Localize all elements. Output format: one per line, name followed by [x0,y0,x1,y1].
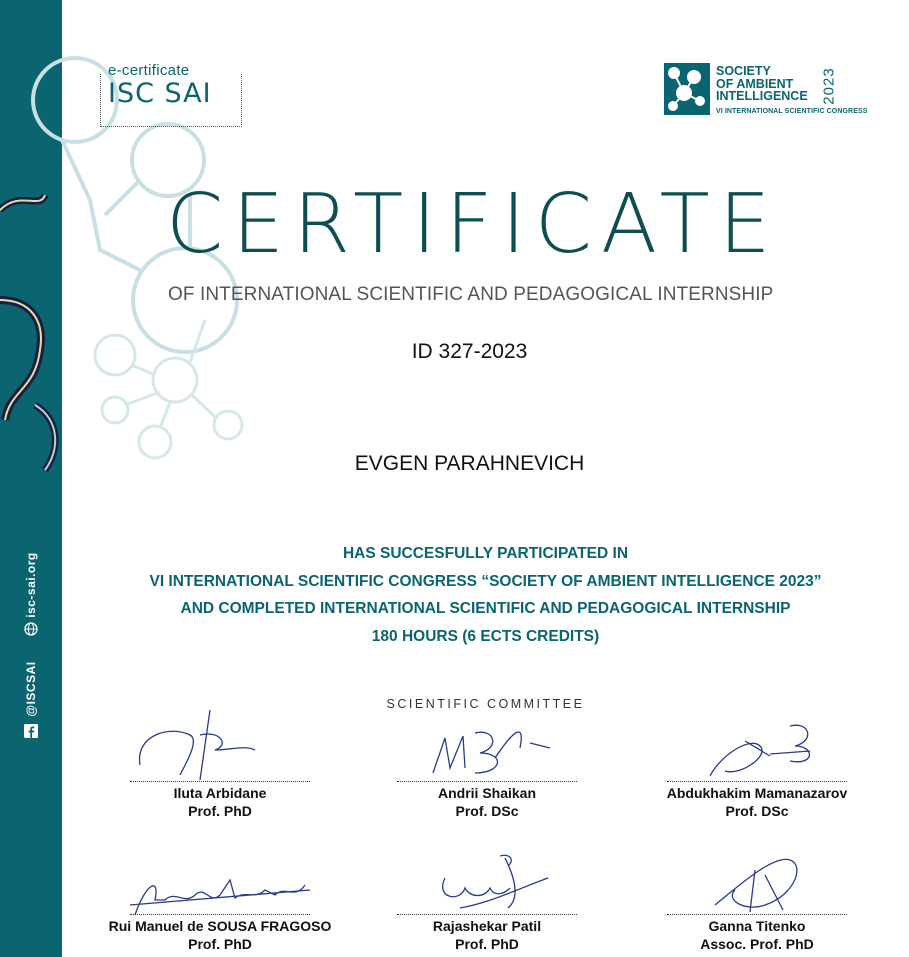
signature-line [130,781,310,782]
member-title: Prof. DSc [455,803,519,819]
committee-member-5 [377,914,597,953]
globe-icon [24,622,38,636]
body-line-1: HAS SUCCESFULLY PARTICIPATED IN [342,545,629,562]
ecertificate-label: e-certificate [108,62,190,79]
member-name: Andrii Shaikan [437,785,537,801]
website-text[interactable]: isc-sai.org [24,552,38,618]
logo-line-3: INTELLIGENCE [716,89,808,103]
recipient-name: EVGEN PARAHNEVICH [354,452,585,475]
logo-year: 2023 [820,67,838,105]
member-name: Abdukhakim Mamanazarov [666,785,848,801]
body-line-2: VI INTERNATIONAL SCIENTIFIC CONGRESS “SOCIETY OF AMBIENT INTELLIGENCE 2023” [149,572,822,590]
member-name: Ganna Titenko [708,918,806,934]
signature-line [667,914,847,915]
signature-6 [705,850,815,920]
certificate-body [62,540,909,650]
member-title: Assoc. Prof. PhD [700,936,814,952]
congress-logo-text [716,65,808,103]
signature-line [397,781,577,782]
social-handle-text[interactable]: @ISCSAI [24,661,38,717]
body-line-4: 180 HOURS (6 ECTS CREDITS) [371,627,600,645]
signature-2 [425,718,555,782]
member-name: Rui Manuel de SOUSA FRAGOSO [108,918,332,934]
logo-line-1: SOCIETY [716,64,771,78]
member-title: Prof. PhD [188,803,252,819]
signature-3 [700,716,830,786]
member-name: Iluta Arbidane [173,785,267,801]
facebook-icon[interactable] [24,724,38,738]
iscsai-wordmark: ISC SAI [108,78,212,109]
logo-subtitle: VI INTERNATIONAL SCIENTIFIC CONGRESS [716,108,868,115]
member-name: Rajashekar Patil [432,918,542,934]
signature-1 [130,705,270,785]
certificate-id: ID 327-2023 [411,340,528,363]
member-title: Prof. PhD [188,936,252,952]
certificate-subtitle: OF INTERNATIONAL SCIENTIFIC AND PEDAGOGICAL INTERNSHIP [168,284,774,305]
congress-logo-icon [664,63,710,115]
body-line-3: AND COMPLETED INTERNATIONAL SCIENTIFIC AND PEDAGOGICAL INTERNSHIP [180,600,791,617]
committee-member-2 [377,781,597,820]
logo-line-2: OF AMBIENT [716,76,794,91]
committee-heading: SCIENTIFIC COMMITTEE [386,697,585,711]
committee-member-3 [647,781,867,820]
committee-member-6 [647,914,867,953]
signature-line [667,781,847,782]
member-title: Prof. PhD [455,936,519,952]
signature-line [130,914,310,915]
signature-4 [125,870,315,920]
ecertificate-logo [108,62,212,109]
member-title: Prof. DSc [725,803,789,819]
signature-line [397,914,577,915]
committee-member-4 [100,914,340,953]
signature-5 [430,848,550,918]
committee-member-1 [110,781,330,820]
certificate-title: CERTIFICATE [166,177,780,272]
